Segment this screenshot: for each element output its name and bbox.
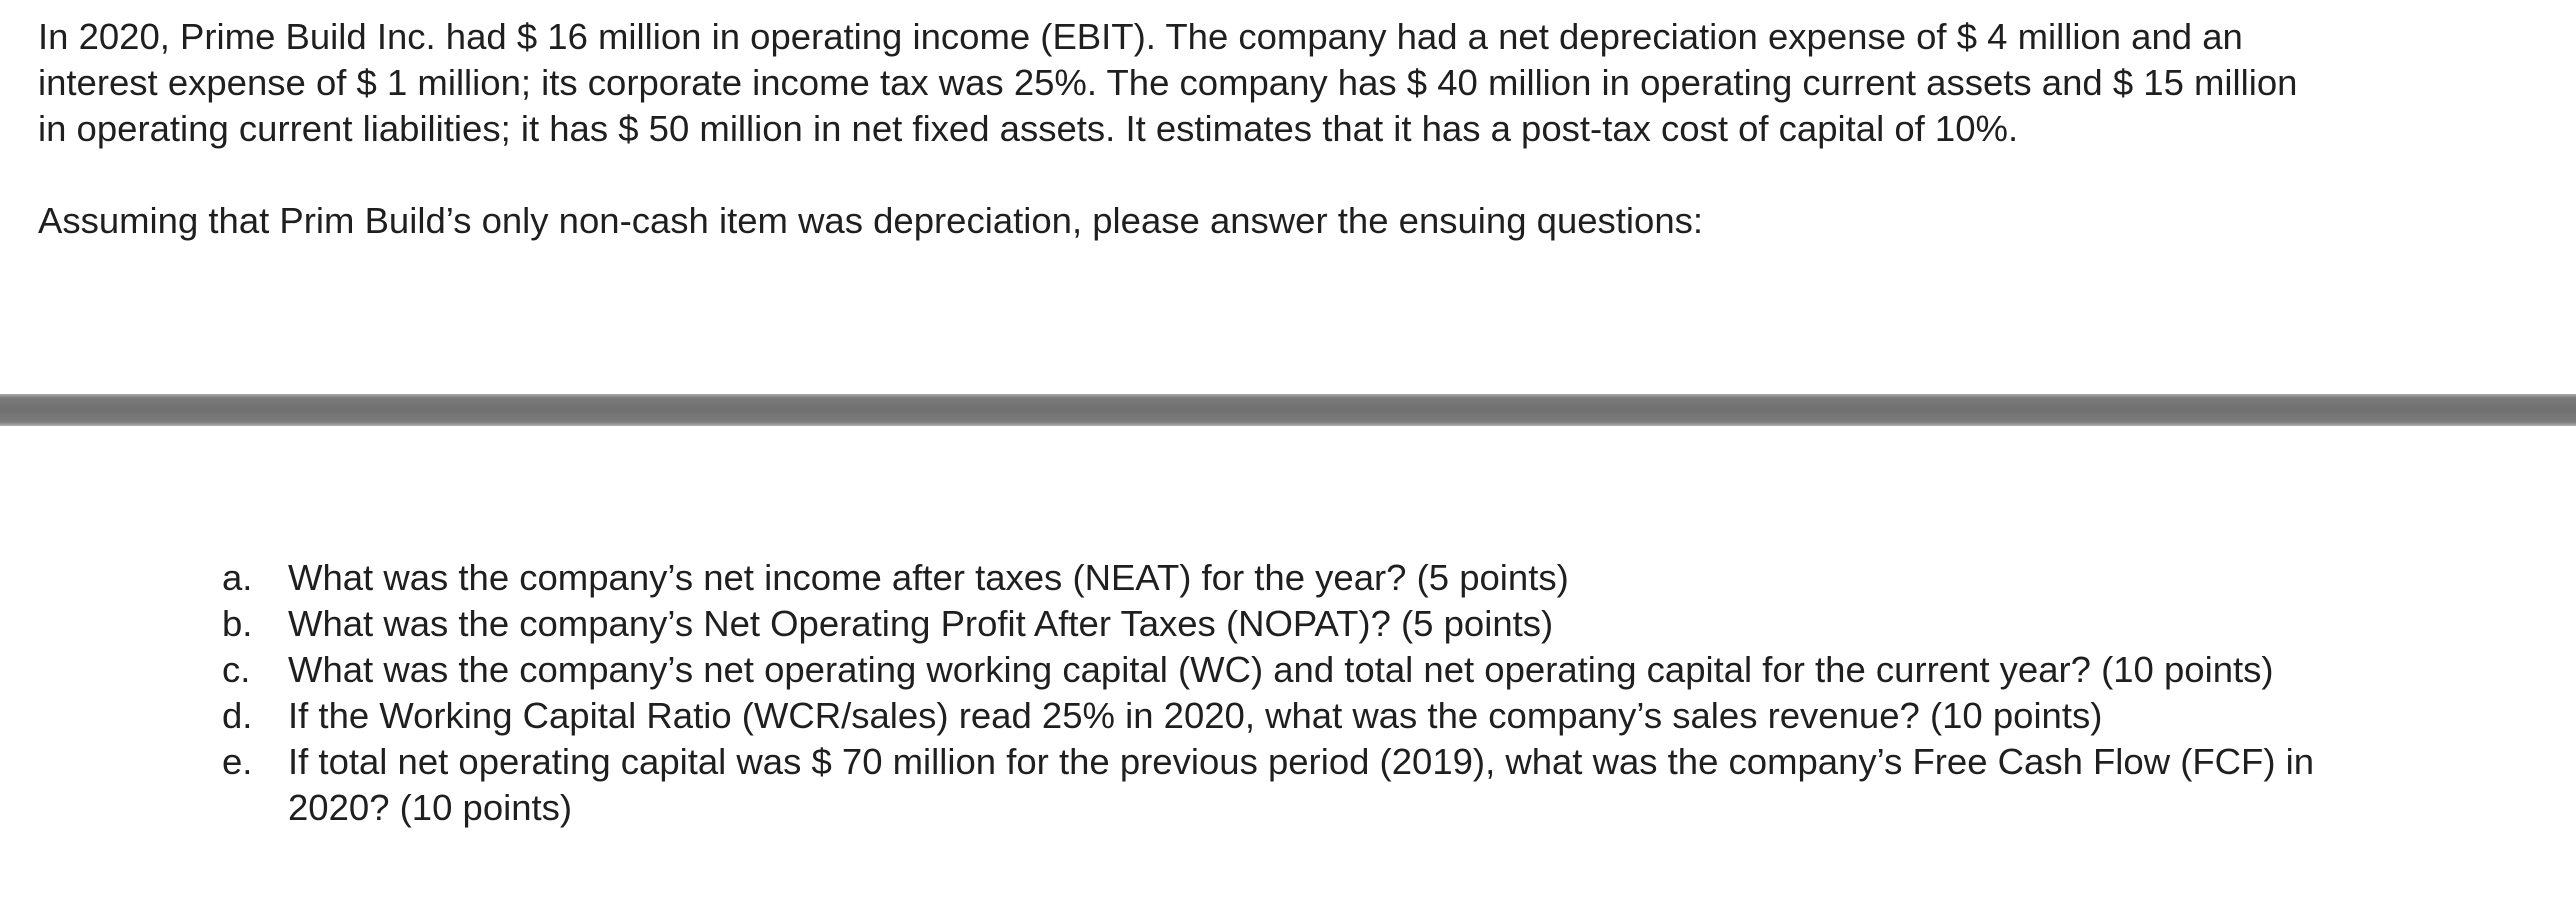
- question-marker: b.: [222, 603, 253, 644]
- question-text: What was the company’s net income after taxes (NEAT) for the year? (5 points): [288, 557, 1569, 598]
- assumption-paragraph: Assuming that Prim Build’s only non-cash item was depreciation, please answer the ensuing questions:: [38, 200, 1704, 241]
- questions-list: [222, 555, 2314, 831]
- intro-line: in operating current liabilities; it has $ 50 million in net fixed assets. It estimates that it has a post-tax cost of capital of 10%.: [38, 108, 2019, 149]
- question-item-b: [222, 601, 2314, 647]
- question-text: What was the company’s Net Operating Profit After Taxes (NOPAT)? (5 points): [288, 603, 1554, 644]
- intro-line: In 2020, Prime Build Inc. had $ 16 million in operating income (EBIT). The company had a net depreciation expense of $ 4 million and an: [38, 16, 2243, 57]
- question-item-d: [222, 693, 2314, 739]
- question-marker: c.: [222, 649, 251, 690]
- question-marker: a.: [222, 557, 253, 598]
- question-text: If total net operating capital was $ 70 million for the previous period (2019), what was the company’s Free Cash Flow (FCF) in: [288, 741, 2315, 782]
- intro-paragraph: [38, 14, 2538, 152]
- question-item-c: [222, 647, 2314, 693]
- section-divider: [0, 394, 2576, 426]
- problem-statement: [38, 14, 2538, 244]
- question-item-e: [222, 739, 2314, 831]
- intro-line: interest expense of $ 1 million; its corporate income tax was 25%. The company has $ 40 million in operating current assets and $ 15 million: [38, 62, 2298, 103]
- question-text-continued: 2020? (10 points): [288, 787, 573, 828]
- question-text: If the Working Capital Ratio (WCR/sales) read 25% in 2020, what was the company’s sales revenue? (10 points): [288, 695, 2103, 736]
- question-text: What was the company’s net operating working capital (WC) and total net operating capital for the current year? (10 points): [288, 649, 2274, 690]
- question-marker: e.: [222, 741, 253, 782]
- question-marker: d.: [222, 695, 253, 736]
- question-item-a: [222, 555, 2314, 601]
